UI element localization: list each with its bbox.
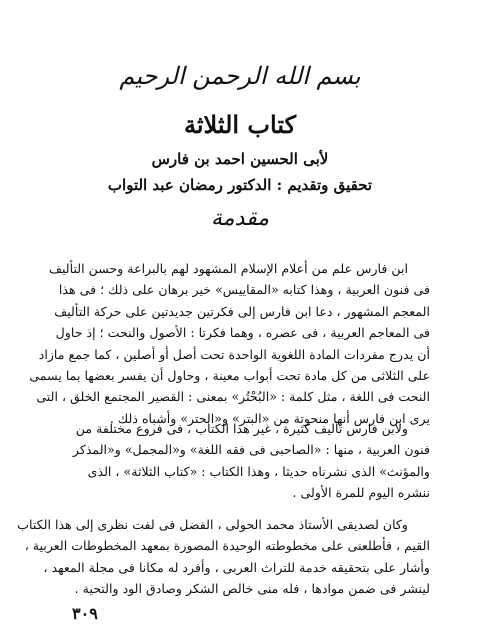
- text-line: فى المعاجم العربية ، فى عصره ، وهما فكرتا : الأصول والنحت ؛ إذ حاول: [55, 325, 430, 341]
- author-line: لأبى الحسين احمد بن فارس: [151, 150, 329, 168]
- paragraph-3: [17, 514, 430, 600]
- text-line: لينشر فى ضمن موادها ، فله منى خالص الشكر وصادق الود والتحية .: [74, 581, 430, 597]
- text-line: فنون العربية ، منها : «الصاحبى فى فقه اللغة» و«المجمل» و«المذكر: [72, 442, 430, 458]
- text-line: والمؤنث» الذى نشرناه حديثا ، وهذا الكتاب : «كتاب الثلاثة» ، الذى: [87, 463, 430, 479]
- text-line: وأشار على بتحقيقه خدمة للتراث العربى ، وأفرد له مكانا فى مجلة المعهد ،: [43, 559, 430, 575]
- text-line: فى فنون العربية ، وهذا كتابه «المقاييس» خير برهان على ذلك ؛ فى هذا: [58, 282, 430, 298]
- text-line: وكان لصديقى الأستاذ محمد الحولى ، الفضل فى لفت نظرى إلى هذا الكتاب: [17, 517, 408, 532]
- text-line: ننشره اليوم للمرة الأولى .: [292, 485, 430, 501]
- page-number: ٣٠٩: [72, 604, 98, 623]
- book-title: كتاب الثلاثة: [183, 110, 297, 139]
- text-line: القيم ، فأطلعنى على مخطوطته الوحيدة المصورة بمعهد المخطوطات العربية ،: [24, 538, 430, 554]
- text-line: أن يدرج مفردات المادة اللغوية الواحدة تحت أصل أو أصلين ، كما جمع مازاد: [38, 346, 430, 362]
- text-line: ابن فارس علم من أعلام الإسلام المشهود لهم بالبراعة وحسن التأليف: [48, 261, 408, 276]
- text-line: على الثلاثى من كل مادة تحت أبواب معينة ، وحاول أن يفسر بعضها بما يسمى: [29, 367, 430, 383]
- basmala-calligraphy: بسم الله الرحمن الرحيم: [119, 62, 361, 90]
- text-line: ولابن فارس تآليف كثيرة ، غير هذا الكتاب ، فى فروع مختلفة من: [75, 421, 408, 436]
- editor-line: تحقيق وتقديم : الدكتور رمضان عبد التواب: [107, 176, 373, 194]
- text-line: المعجم المشهور ، دعا ابن فارس إلى فكرتين جديدتين على حركة التأليف: [54, 303, 430, 319]
- text-line: النحت فى اللغة ، مثل كلمة : «البُحْتُر» بمعنى : القصير المجتمع الخلق ، التى: [36, 389, 430, 405]
- paragraph-1: [29, 258, 430, 429]
- introduction-heading: مقدمة: [210, 206, 270, 231]
- text-line: يرى ابن فارس أنها منحوتة من «البتر» و«الحتر» وأشباه ذلك .: [109, 410, 430, 426]
- paragraph-2: [60, 418, 430, 504]
